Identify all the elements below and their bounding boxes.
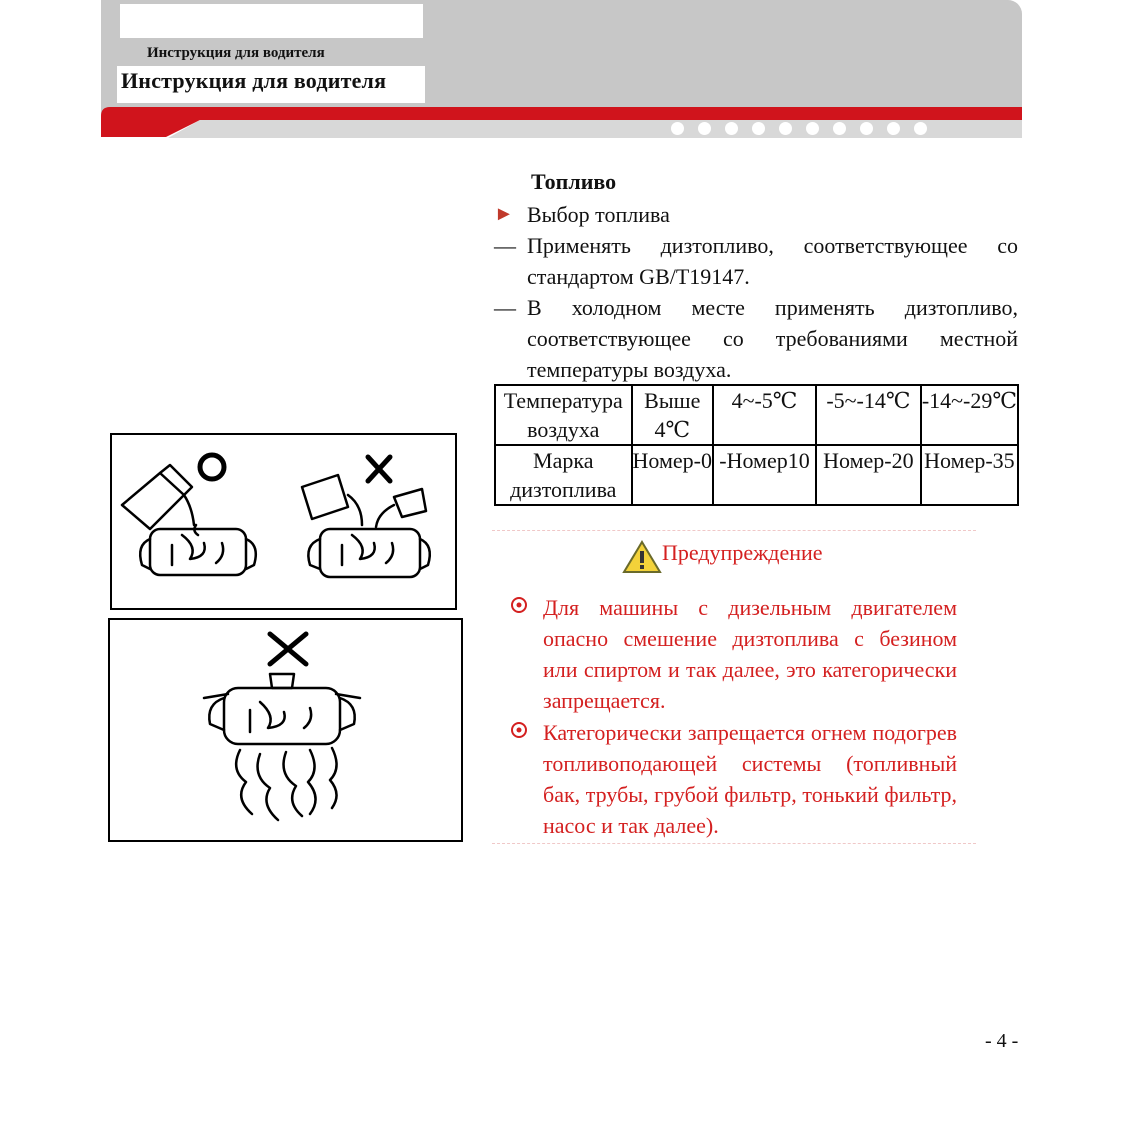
dot (779, 122, 792, 135)
header-red-stripe (0, 0, 1122, 140)
table-cell: Выше 4℃ (632, 385, 713, 445)
warning-title: Предупреждение (662, 540, 823, 565)
table-cell: -5~-14℃ (816, 385, 921, 445)
table-cell: Номер-20 (816, 445, 921, 505)
dot (860, 122, 873, 135)
table-cell: Номер-35 (921, 445, 1018, 505)
refuel-drawing (112, 435, 455, 608)
table-cell: -14~-29℃ (921, 385, 1018, 445)
dot (698, 122, 711, 135)
bullet-circle-icon (510, 596, 528, 614)
list-item-text: Выбор топлива (527, 202, 670, 227)
list-item (494, 292, 1018, 385)
no-fire-illustration (108, 618, 463, 842)
table-cell: 4~-5℃ (713, 385, 816, 445)
section-title: Топливо (531, 169, 617, 194)
table-cell: Номер-0 (632, 445, 713, 505)
header-title: Инструкция для водителя (121, 68, 387, 93)
bullet-circle-icon (510, 721, 528, 739)
dash-icon: — (494, 233, 516, 258)
warning-item (510, 592, 958, 716)
warning-item-text: Для машины с дизельным двигателем опасно смешение дизтоплива с безином или спиртом и так далее, это категорически запрещается. (543, 595, 957, 713)
page-number: - 4 - (985, 1030, 1019, 1052)
list-item-text: В холодном месте применять дизтопливо, соответствующее со требованиями местной температуры воздуха. (527, 295, 1018, 382)
list-item (494, 230, 1018, 292)
warning-item (510, 717, 958, 841)
header-small-title: Инструкция для водителя (147, 45, 325, 61)
dot (725, 122, 738, 135)
no-fire-drawing (110, 620, 461, 840)
dot (752, 122, 765, 135)
list-item-text: Применять дизтопливо, соответствующее со стандартом GB/T19147. (527, 233, 1018, 289)
table-row (495, 385, 1018, 445)
table-row (495, 445, 1018, 505)
table-cell: Температура воздуха (495, 385, 632, 445)
dot (887, 122, 900, 135)
table-cell: -Номер10 (713, 445, 816, 505)
list-item (494, 199, 1018, 230)
dot (914, 122, 927, 135)
warning-item-text: Категорически запрещается огнем подогрев топливоподающей системы (топливный бак, трубы, грубой фильтр, тонький фильтр, насос и так далее). (543, 720, 957, 838)
arrow-icon: ► (494, 203, 514, 225)
refuel-illustration (110, 433, 457, 610)
dash-icon: — (494, 295, 516, 320)
table-cell: Марка дизтоплива (495, 445, 632, 505)
fuel-grade-table (494, 384, 1019, 506)
dot (833, 122, 846, 135)
dot (671, 122, 684, 135)
warning-triangle-icon (622, 540, 662, 574)
header-dots (671, 122, 927, 136)
dot (806, 122, 819, 135)
